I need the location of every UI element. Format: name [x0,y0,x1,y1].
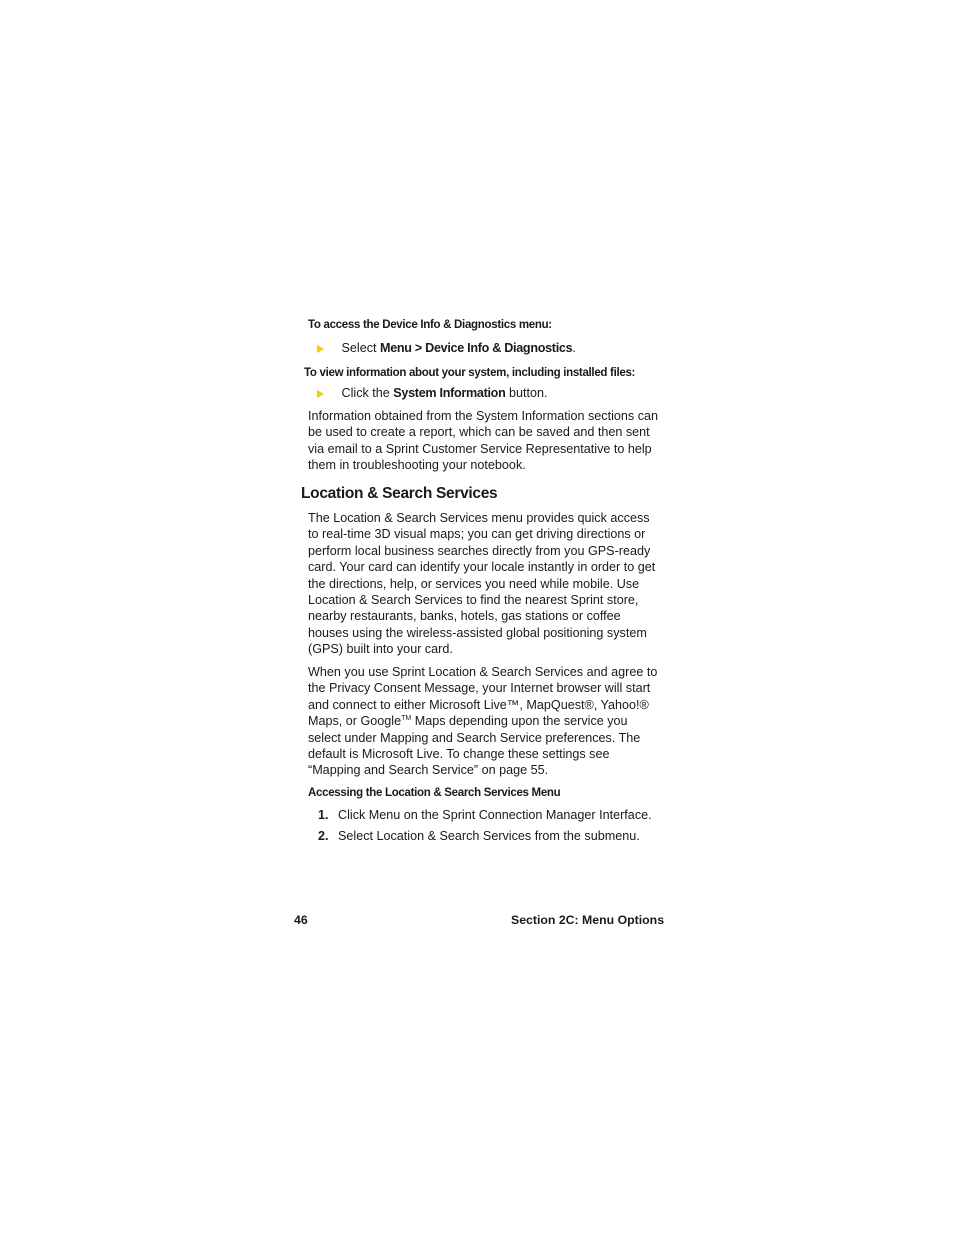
system-information-button-label: System Information [393,386,506,400]
step-prefix: Click the [341,386,394,400]
menu-path: Menu > Device Info & Diagnostics [380,341,573,355]
step-prefix: Select [341,341,381,355]
section-footer: Section 2C: Menu Options [511,913,665,927]
trademark-symbol: TM [401,715,412,723]
step-suffix: . [572,341,576,355]
step-text: Click Menu on the Sprint Connection Manager Interface. [338,808,652,822]
paragraph-2-part-2: Maps depending upon the service you select under Mapping and Search Service preferences. The default is Microsoft Live. To change these settings see “Mapping and Search Service” on page 55. [308,714,641,778]
step-number: 2. [318,829,329,843]
accessing-location-subheading: Accessing the Location & Search Services Menu [308,787,561,799]
list-item [318,829,640,843]
system-info-paragraph: Information obtained from the System Information sections can be used to create a report, which can be saved and then sent via email to a Sprint Customer Service Representative to help them in troubleshooting your notebook. [308,409,658,473]
paragraph-2-part-1: When you use Sprint Location & Search Services and agree to the Privacy Consent Message, your Internet browser will start and connect to either Microsoft Live™, MapQuest®, Yahoo!® Maps, or Google [308,665,658,729]
page-number: 46 [294,913,308,927]
step-suffix: button. [505,386,548,400]
location-paragraph-2 [308,664,660,779]
system-info-heading: To view information about your system, including installed files: [304,367,636,379]
location-paragraph-1: The Location & Search Services menu provides quick access to real-time 3D visual maps; you can get driving directions or perform local business searches directly from you GPS-ready card. Your card can identify your locale instantly in order to get the directions, help, or services you need while mobile. Use Location & Search Services to find the nearest Sprint store, nearby restaurants, banks, hotels, gas stations or coffee houses using the wireless-assisted global positioning system (GPS) built into your card. [308,511,656,657]
device-info-heading: To access the Device Info & Diagnostics menu: [308,319,552,331]
device-info-step [317,341,576,355]
yellow-triangle-bullet-icon [317,345,324,353]
list-item [318,808,652,822]
step-text: Select Location & Search Services from the submenu. [338,829,640,843]
step-number: 1. [318,808,329,822]
yellow-triangle-bullet-icon [317,390,324,398]
section-title: Location & Search Services [301,485,498,502]
system-info-step [317,386,547,400]
